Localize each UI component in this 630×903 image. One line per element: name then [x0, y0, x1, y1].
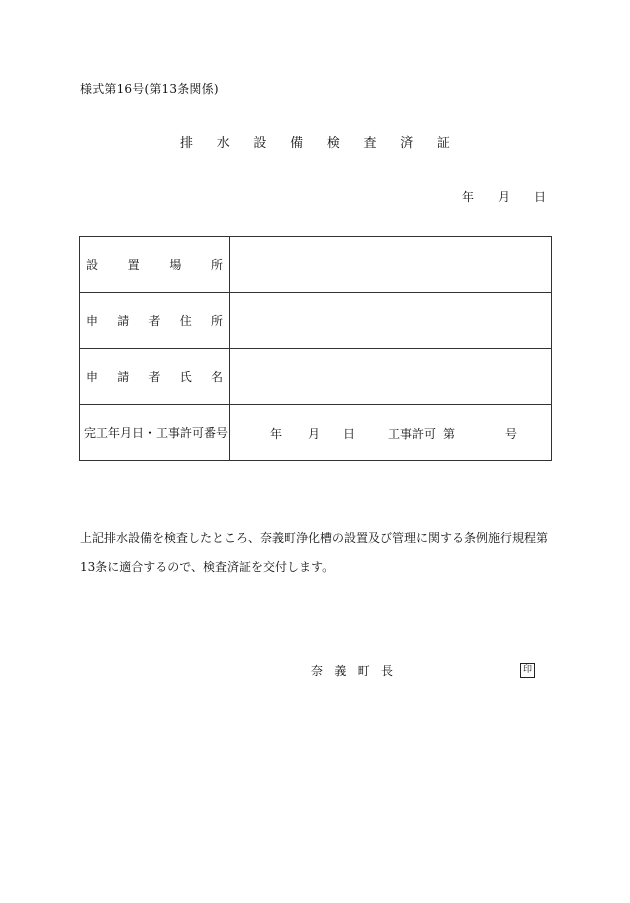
permit-dai: 第 [443, 427, 456, 441]
signature-char: 町 [357, 664, 370, 678]
signature-char: 義 [334, 664, 347, 678]
label-completion-permit: 完工年月日・工事許可番号 [80, 405, 230, 461]
date-month: 月 [497, 190, 510, 204]
body-paragraph: 上記排水設備を検査したところ、奈義町浄化槽の設置及び管理に関する条例施行規程第13条に適合するので、検査済証を交付します。 [80, 531, 549, 574]
value-applicant-name[interactable] [230, 349, 552, 405]
completion-permit-fields [230, 405, 551, 460]
permit-go: 号 [505, 427, 518, 441]
label-char: 設 [86, 258, 99, 272]
label-char: 者 [148, 370, 161, 384]
signature-char: 長 [380, 664, 393, 678]
title-char: 排 [180, 136, 194, 151]
info-table [79, 236, 552, 461]
label-char: 名 [210, 370, 223, 384]
value-completion-permit[interactable] [230, 405, 552, 461]
label-char: 場 [169, 258, 182, 272]
label-applicant-name [80, 349, 230, 405]
title-char: 設 [253, 136, 267, 151]
title-char: 済 [400, 136, 414, 151]
form-number: 様式第16号(第13条関係) [80, 82, 219, 96]
date-year: 年 [462, 190, 475, 204]
document-title [180, 132, 450, 151]
value-installation-location[interactable] [230, 237, 552, 293]
label-char: 住 [179, 314, 192, 328]
date-day: 日 [533, 190, 546, 204]
completion-day: 日 [343, 427, 356, 441]
row-installation-location [80, 237, 552, 293]
title-char: 水 [216, 136, 230, 151]
label-char: 者 [148, 314, 161, 328]
completion-month: 月 [308, 427, 321, 441]
label-char: 請 [117, 370, 130, 384]
label-char: 請 [117, 314, 130, 328]
label-applicant-address [80, 293, 230, 349]
signature-mayor [311, 662, 393, 679]
title-char: 証 [436, 136, 450, 151]
value-applicant-address[interactable] [230, 293, 552, 349]
issue-date [462, 188, 546, 205]
label-char: 氏 [179, 370, 192, 384]
completion-year: 年 [270, 427, 283, 441]
label-char: 申 [86, 314, 99, 328]
label-char: 申 [86, 370, 99, 384]
label-char: 所 [210, 258, 223, 272]
signature-char: 奈 [311, 664, 324, 678]
label-char: 所 [210, 314, 223, 328]
title-char: 備 [290, 136, 304, 151]
label-installation-location [80, 237, 230, 293]
title-char: 査 [363, 136, 377, 151]
title-char: 検 [326, 136, 340, 151]
seal-mark: 印 [520, 663, 535, 678]
row-applicant-address [80, 293, 552, 349]
label-char: 置 [127, 258, 140, 272]
permit-label: 工事許可 [388, 427, 437, 441]
row-completion-permit [80, 405, 552, 461]
row-applicant-name [80, 349, 552, 405]
